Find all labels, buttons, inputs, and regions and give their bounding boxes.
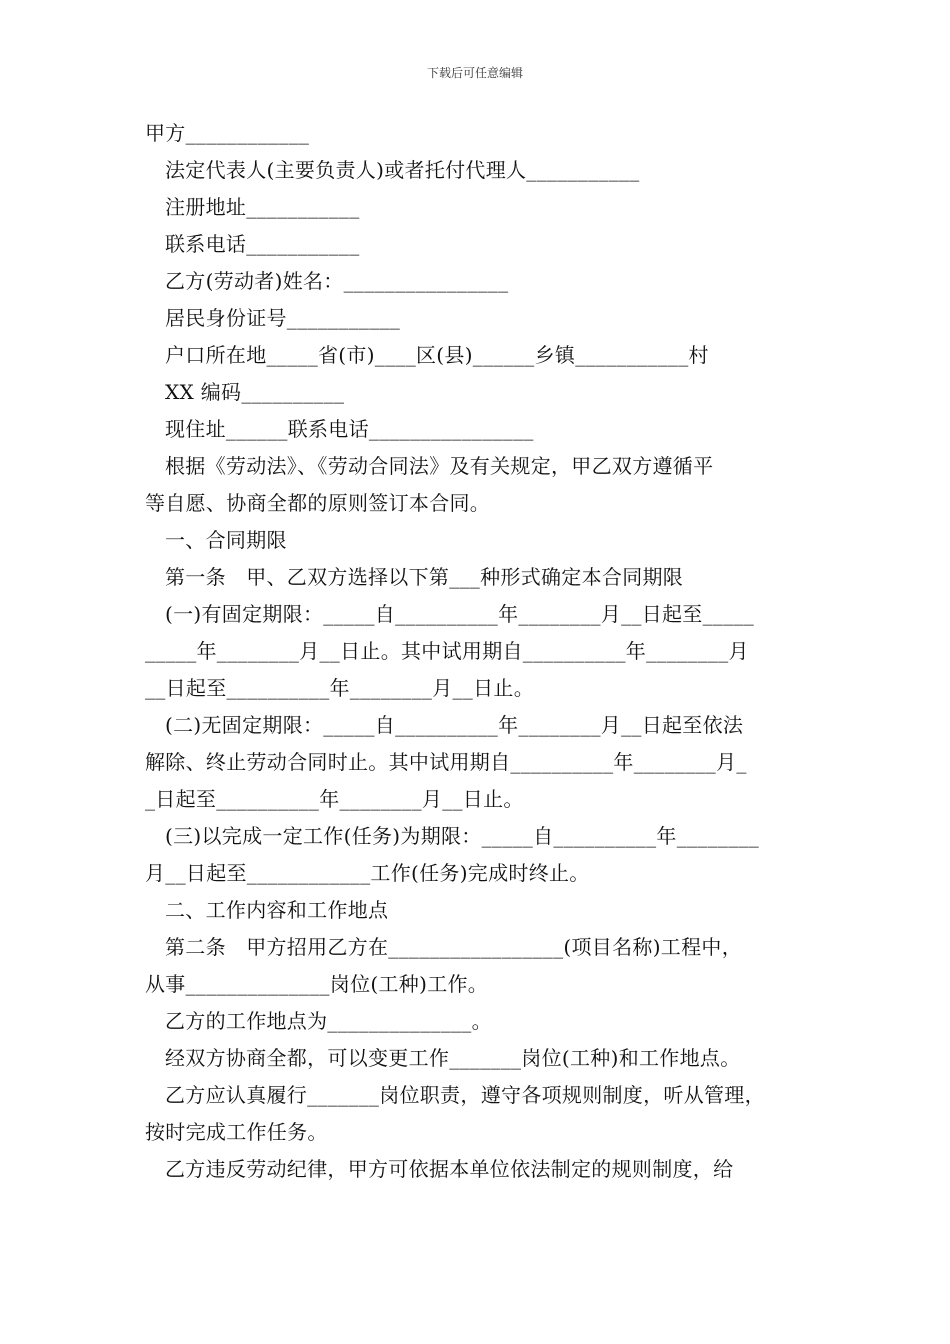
open-term-line-1: (二)无固定期限：_____自__________年________月__日起至依法 — [165, 713, 744, 737]
page-header-note: 下载后可任意编辑 — [426, 66, 523, 80]
article-2-line-1: 第二条 甲方招用乙方在_________________(项目名称)工程中， — [165, 935, 743, 959]
discipline-line: 乙方违反劳动纪律，甲方可依据本单位依法制定的规则制度，给 — [165, 1157, 734, 1181]
section-heading-contract-term: 一、合同期限 — [165, 528, 287, 552]
open-term-line-3: _日起至__________年________月__日止。 — [145, 787, 524, 811]
duties-line-1: 乙方应认真履行_______岗位职责，遵守各项规则制度，听从管理， — [165, 1083, 765, 1107]
household-address-line: 户口所在地_____省(市)____区(县)______乡镇___________村 — [165, 343, 709, 367]
article-1-line: 第一条 甲、乙双方选择以下第___种形式确定本合同期限 — [165, 565, 684, 589]
registered-address-line: 注册地址___________ — [165, 195, 360, 219]
fixed-term-line-1: (一)有固定期限：_____自__________年________月__日起至_____ — [165, 602, 755, 626]
preamble-line-2: 等自愿、协商全都的原则签订本合同。 — [145, 491, 491, 515]
current-address-line: 现住址______联系电话________________ — [165, 417, 534, 441]
fixed-term-line-2: _____年________月__日止。其中试用期自__________年________月 — [145, 639, 749, 663]
party-b-name-line: 乙方(劳动者)姓名：________________ — [165, 269, 509, 293]
party-a-line: 甲方____________ — [145, 121, 310, 145]
section-heading-work: 二、工作内容和工作地点 — [165, 898, 389, 922]
open-term-line-2: 解除、终止劳动合同时止。其中试用期自__________年________月_ — [145, 750, 747, 774]
preamble-line-1: 根据《劳动法》、《劳动合同法》及有关规定，甲乙双方遵循平 — [165, 454, 714, 478]
id-number-line: 居民身份证号___________ — [165, 306, 401, 330]
contact-phone-line: 联系电话___________ — [165, 232, 360, 256]
change-agreement-line: 经双方协商全都，可以变更工作_______岗位(工种)和工作地点。 — [165, 1046, 741, 1070]
work-location-line: 乙方的工作地点为______________。 — [165, 1009, 492, 1033]
article-2-line-2: 从事______________岗位(工种)工作。 — [145, 972, 489, 996]
fixed-term-line-3: __日起至__________年________月__日止。 — [145, 676, 534, 700]
task-term-line-1: (三)以完成一定工作(任务)为期限：_____自__________年________ — [165, 824, 760, 848]
legal-representative-line: 法定代表人(主要负责人)或者托付代理人___________ — [165, 158, 640, 182]
duties-line-2: 按时完成工作任务。 — [145, 1120, 328, 1144]
task-term-line-2: 月__日起至____________工作(任务)完成时终止。 — [145, 861, 590, 885]
document-body — [145, 115, 810, 1188]
postal-code-line: XX 编码__________ — [165, 380, 345, 404]
